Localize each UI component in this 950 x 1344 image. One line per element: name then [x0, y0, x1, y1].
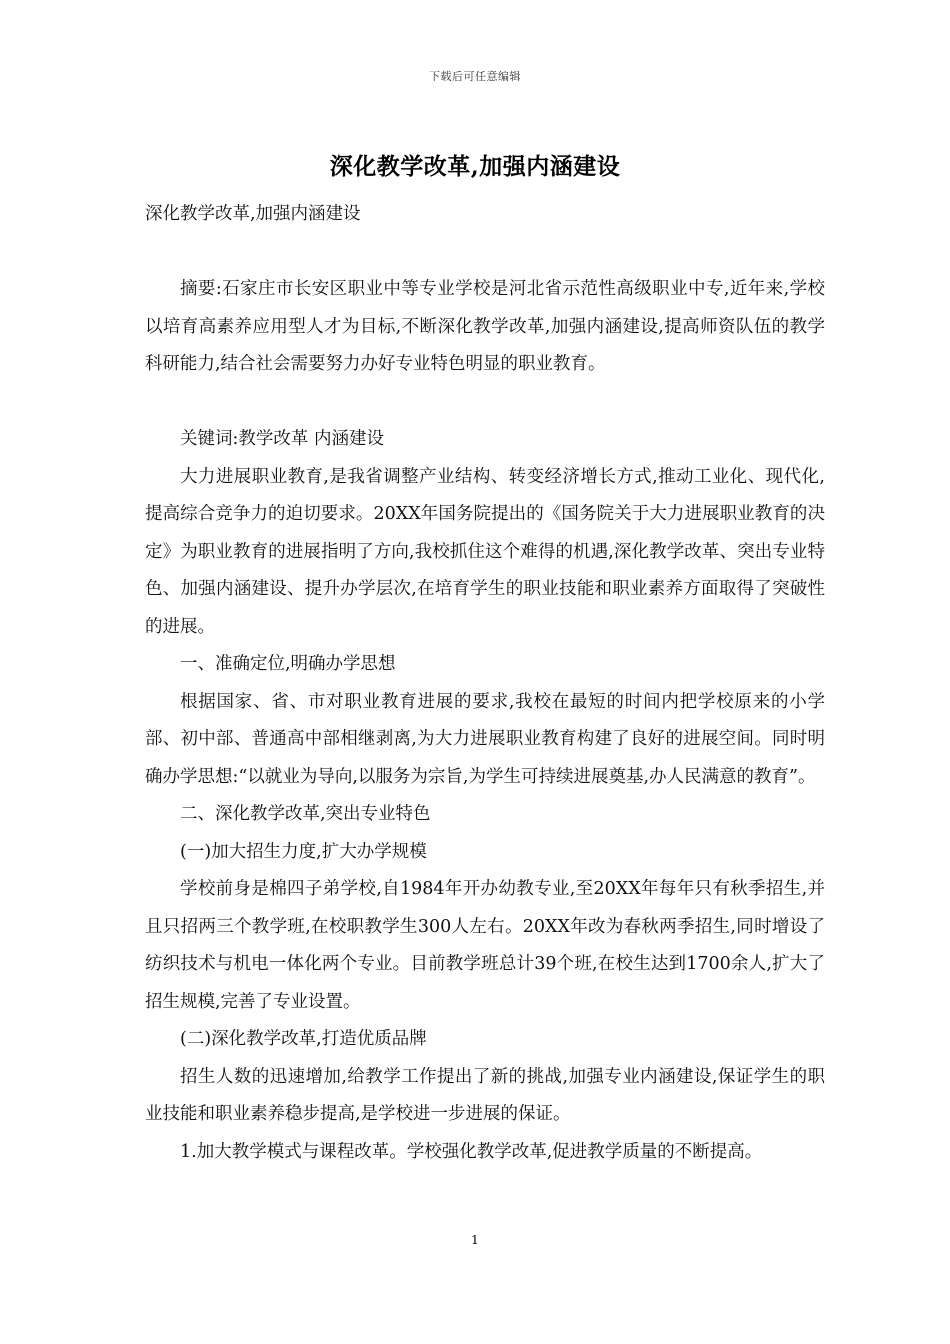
item-1-paragraph: 1.加大教学模式与课程改革。学校强化教学改革,促进教学质量的不断提高。 — [180, 1141, 763, 1162]
keywords-paragraph: 关键词:教学改革 内涵建设 — [180, 429, 384, 449]
abstract-paragraph: 摘要:石家庄市长安区职业中等专业学校是河北省示范性高级职业中专,近年来,学校以培育高素养应用型人才为目标,不断深化教学改革,加强内涵建设,提高师资队伍的教学科研能力,结合社会需要努力办好专业特色明显的职业教育。 — [145, 279, 825, 374]
header-note: 下载后可任意编辑 — [429, 70, 521, 83]
section-1-paragraph: 根据国家、省、市对职业教育进展的要求,我校在最短的时间内把学校原来的小学部、初中部、普通高中部相继剥离,为大力进展职业教育构建了良好的进展空间。同时明确办学思想:“以就业为导向,以服务为宗旨,为学生可持续进展奠基,办人民满意的教育”。 — [145, 691, 825, 787]
document-title: 深化教学改革,加强内涵建设 — [329, 153, 621, 180]
subsection-2-paragraph: 招生人数的迅速增加,给教学工作提出了新的挑战,加强专业内涵建设,保证学生的职业技能和职业素养稳步提高,是学校进一步进展的保证。 — [145, 1066, 825, 1124]
document-body — [145, 196, 825, 1171]
page-number: 1 — [471, 1233, 479, 1247]
section-heading-2: 二、深化教学改革,突出专业特色 — [180, 804, 431, 824]
subsection-heading-2: (二)深化教学改革,打造优质品牌 — [180, 1029, 427, 1049]
subsection-heading-1: (一)加大招生力度,扩大办学规模 — [180, 841, 427, 862]
intro-paragraph: 大力进展职业教育,是我省调整产业结构、转变经济增长方式,推动工业化、现代化,提高综合竞争力的迫切要求。20XX年国务院提出的《国务院关于大力进展职业教育的决定》为职业教育的进展指明了方向,我校抓住这个难得的机遇,深化教学改革、突出专业特色、加强内涵建设、提升办学层次,在培育学生的职业技能和职业素养方面取得了突破性的进展。 — [145, 466, 825, 637]
subsection-1-paragraph: 学校前身是棉四子弟学校,自1984年开办幼教专业,至20XX年每年只有秋季招生,并且只招两三个教学班,在校职教学生300人左右。20XX年改为春秋两季招生,同时增设了纺织技术与机电一体化两个专业。目前教学班总计39个班,在校生达到1700余人,扩大了招生规模,完善了专业设置。 — [145, 879, 825, 1012]
section-heading-1: 一、准确定位,明确办学思想 — [180, 654, 396, 674]
subtitle-paragraph: 深化教学改革,加强内涵建设 — [145, 204, 361, 224]
